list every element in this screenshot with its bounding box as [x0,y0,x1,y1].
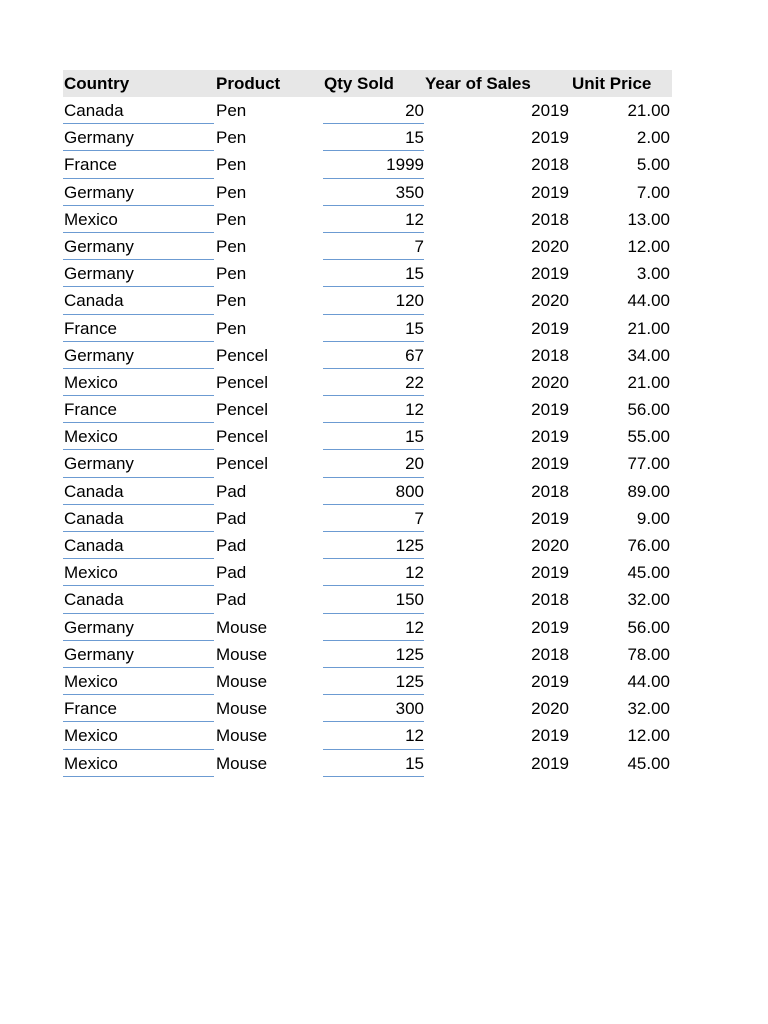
table-row [63,750,672,777]
country-cell[interactable]: Germany [64,644,134,664]
year-of-sales-cell[interactable]: 2020 [531,236,569,256]
unit-price-cell[interactable]: 21.00 [627,101,670,120]
unit-price-cell[interactable]: 32.00 [627,699,670,719]
qty-sold-cell[interactable]: 120 [395,291,424,311]
qty-sold-cell[interactable]: 12 [405,726,424,746]
table-row [63,206,672,233]
product-cell[interactable]: Pencel [216,454,268,474]
unit-price-cell[interactable]: 45.00 [627,753,670,773]
country-cell[interactable]: Mexico [64,209,118,229]
product-cell[interactable]: Pad [216,508,247,528]
unit-price-cell[interactable]: 21.00 [627,372,670,392]
table-row [63,179,672,206]
unit-price-cell[interactable]: 5.00 [636,155,670,175]
product-cell[interactable]: Pencel [216,427,268,447]
table-row [63,532,672,559]
country-cell[interactable]: Mexico [64,726,118,746]
qty-sold-cell[interactable]: 15 [405,318,424,338]
product-cell[interactable]: Pencel [216,345,268,365]
country-cell[interactable]: France [64,155,117,175]
unit-price-cell[interactable]: 56.00 [627,400,670,420]
product-cell[interactable]: Mouse [216,753,268,773]
unit-price-cell[interactable]: 56.00 [627,617,670,637]
table-row [63,695,672,722]
qty-sold-cell[interactable]: 20 [405,454,424,474]
country-cell[interactable]: Mexico [64,372,118,392]
product-cell[interactable]: Mouse [216,726,268,746]
table-row [63,559,672,586]
unit-price-cell[interactable]: 55.00 [627,427,670,447]
product-cell[interactable]: Pen [216,318,247,338]
table-row [63,450,672,477]
unit-price-cell[interactable]: 3.00 [636,264,670,284]
unit-price-cell[interactable]: 12.00 [627,236,670,256]
year-of-sales-cell[interactable]: 2020 [531,291,569,311]
unit-price-cell[interactable]: 7.00 [636,182,670,202]
product-cell[interactable]: Mouse [216,644,268,664]
qty-sold-cell[interactable]: 15 [405,264,424,284]
qty-sold-cell[interactable]: 800 [395,481,424,501]
qty-sold-cell[interactable]: 300 [395,699,424,719]
qty-sold-cell[interactable]: 12 [405,400,424,420]
country-cell[interactable]: Germany [64,264,134,284]
table-row [63,287,672,314]
country-cell[interactable]: Germany [64,454,134,474]
unit-price-cell[interactable]: 78.00 [627,644,670,664]
year-of-sales-cell[interactable]: 2019 [531,726,569,746]
year-of-sales-cell[interactable]: 2019 [531,454,569,474]
year-of-sales-cell[interactable]: 2019 [531,318,569,338]
qty-sold-cell[interactable]: 7 [414,236,424,256]
table-row [63,97,672,124]
year-of-sales-cell[interactable]: 2019 [531,508,569,528]
table-row [63,151,672,178]
qty-sold-cell[interactable]: 15 [405,753,424,773]
year-of-sales-cell[interactable]: 2018 [531,345,569,365]
country-cell[interactable]: Germany [64,617,134,637]
product-cell[interactable]: Mouse [216,617,268,637]
qty-sold-cell[interactable]: 350 [395,182,424,202]
qty-sold-cell[interactable]: 15 [405,128,424,148]
unit-price-cell[interactable]: 76.00 [627,536,670,555]
year-of-sales-cell[interactable]: 2019 [531,128,569,148]
table-row [63,722,672,749]
country-cell[interactable]: Canada [64,536,124,555]
year-of-sales-cell[interactable]: 2018 [531,481,569,501]
country-cell[interactable]: Canada [64,481,124,501]
unit-price-cell[interactable]: 13.00 [627,209,670,229]
unit-price-cell[interactable]: 89.00 [627,481,670,501]
header-qty-sold[interactable]: Qty Sold [324,74,394,93]
product-cell[interactable]: Pad [216,590,247,610]
table-row [63,668,672,695]
table-row [63,396,672,423]
product-cell[interactable]: Pen [216,155,247,175]
qty-sold-cell[interactable]: 15 [405,427,424,447]
product-cell[interactable]: Pad [216,563,247,583]
country-cell[interactable]: Germany [64,236,134,256]
country-cell[interactable]: Mexico [64,563,118,583]
table-row [63,260,672,287]
table-body [63,97,672,777]
header-product[interactable]: Product [216,74,281,93]
year-of-sales-cell[interactable]: 2018 [531,590,569,610]
country-cell[interactable]: France [64,699,117,719]
unit-price-cell[interactable]: 44.00 [627,291,670,311]
unit-price-cell[interactable]: 77.00 [627,454,670,474]
product-cell[interactable]: Mouse [216,671,268,691]
product-cell[interactable]: Pencel [216,400,268,420]
header-unit-price[interactable]: Unit Price [572,74,652,93]
sales-table [63,70,672,777]
year-of-sales-cell[interactable]: 2018 [531,155,569,175]
qty-sold-cell[interactable]: 150 [395,590,424,610]
country-cell[interactable]: France [64,318,117,338]
unit-price-cell[interactable]: 21.00 [627,318,670,338]
product-cell[interactable]: Pad [216,481,247,501]
year-of-sales-cell[interactable]: 2019 [531,101,569,120]
year-of-sales-cell[interactable]: 2020 [531,536,569,555]
unit-price-cell[interactable]: 45.00 [627,563,670,583]
qty-sold-cell[interactable]: 7 [414,508,424,528]
table-row [63,614,672,641]
year-of-sales-cell[interactable]: 2019 [531,427,569,447]
country-cell[interactable]: Germany [64,345,134,365]
country-cell[interactable]: Canada [64,101,124,120]
unit-price-cell[interactable]: 2.00 [636,128,670,148]
country-cell[interactable]: Mexico [64,427,118,447]
unit-price-cell[interactable]: 44.00 [627,671,670,691]
year-of-sales-cell[interactable]: 2018 [531,644,569,664]
table-row [63,233,672,260]
table-row [63,423,672,450]
product-cell[interactable]: Pen [216,291,247,311]
table-row [63,315,672,342]
product-cell[interactable]: Pen [216,128,247,148]
country-cell[interactable]: Canada [64,508,124,528]
year-of-sales-cell[interactable]: 2019 [531,182,569,202]
table-row [63,586,672,613]
qty-sold-cell[interactable]: 125 [395,671,424,691]
country-cell[interactable]: France [64,400,117,420]
qty-sold-cell[interactable]: 12 [405,617,424,637]
qty-sold-cell[interactable]: 125 [395,644,424,664]
table-row [63,342,672,369]
table-row [63,124,672,151]
year-of-sales-cell[interactable]: 2020 [531,699,569,719]
qty-sold-cell[interactable]: 12 [405,563,424,583]
table-row [63,369,672,396]
country-cell[interactable]: Germany [64,182,134,202]
unit-price-cell[interactable]: 9.00 [636,508,670,528]
product-cell[interactable]: Mouse [216,699,268,719]
country-cell[interactable]: Mexico [64,671,118,691]
year-of-sales-cell[interactable]: 2020 [531,372,569,392]
product-cell[interactable]: Pencel [216,372,268,392]
year-of-sales-cell[interactable]: 2019 [531,671,569,691]
year-of-sales-cell[interactable]: 2018 [531,209,569,229]
year-of-sales-cell[interactable]: 2019 [531,563,569,583]
qty-sold-cell[interactable]: 20 [405,101,424,120]
product-cell[interactable]: Pen [216,101,247,120]
unit-price-cell[interactable]: 34.00 [627,345,670,365]
year-of-sales-cell[interactable]: 2019 [531,400,569,420]
qty-sold-cell[interactable]: 67 [405,345,424,365]
unit-price-cell[interactable]: 12.00 [627,726,670,746]
unit-price-cell[interactable]: 32.00 [627,590,670,610]
product-cell[interactable]: Pen [216,182,247,202]
country-cell[interactable]: Germany [64,128,134,148]
country-cell[interactable]: Canada [64,590,124,610]
country-cell[interactable]: Canada [64,291,124,311]
country-underline [63,776,214,777]
product-cell[interactable]: Pen [216,209,247,229]
table-row [63,478,672,505]
table-row [63,641,672,668]
qty-underline [323,776,424,777]
qty-sold-cell[interactable]: 12 [405,209,424,229]
country-cell[interactable]: Mexico [64,753,118,773]
year-of-sales-cell[interactable]: 2019 [531,753,569,773]
header-year-of-sales[interactable]: Year of Sales [425,74,531,93]
header-country[interactable]: Country [64,74,130,93]
qty-sold-cell[interactable]: 125 [395,536,424,555]
table-header-row [63,70,672,97]
table-row [63,505,672,532]
product-cell[interactable]: Pen [216,264,247,284]
product-cell[interactable]: Pad [216,536,247,555]
year-of-sales-cell[interactable]: 2019 [531,617,569,637]
product-cell[interactable]: Pen [216,236,247,256]
qty-sold-cell[interactable]: 1999 [386,155,424,175]
qty-sold-cell[interactable]: 22 [405,372,424,392]
year-of-sales-cell[interactable]: 2019 [531,264,569,284]
